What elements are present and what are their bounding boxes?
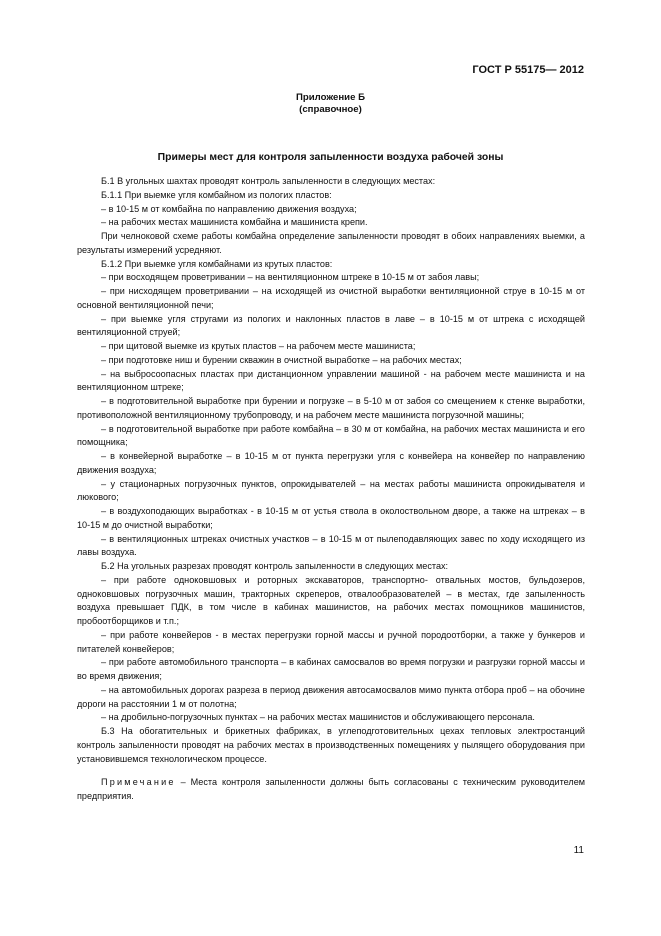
document-body — [77, 175, 585, 804]
appendix-title-block — [0, 92, 661, 115]
document-header: ГОСТ Р 55175— 2012 — [472, 64, 584, 76]
paragraph: – в 10-15 м от комбайна по направлению движения воздуха; — [101, 203, 357, 214]
paragraph: – при восходящем проветривании – на вентиляционном штреке в 10-15 м от забоя лавы; — [101, 272, 480, 283]
paragraph: – при работе автомобильного транспорта – в кабинах самосвалов во время погрузки и разгрузки горной массы и во время движения; — [77, 657, 585, 681]
appendix-subtitle: (справочное) — [299, 103, 362, 115]
paragraph: – при работе конвейеров - в местах перегрузки горной массы и ручной породоотборки, а также у бункеров и питателей конвейеров; — [77, 629, 585, 654]
paragraph: – на дробильно-погрузочных пунктах – на рабочих местах машинистов и обслуживающего персонала. — [101, 712, 535, 723]
paragraph: – на автомобильных дорогах разреза в период движения автосамосвалов мимо пункта отбора проб – на обочине дороги на расстоянии 1 м от полотна; — [77, 684, 585, 709]
paragraph: – при нисходящем проветривании – на исходящей из очистной выработки вентиляционной струе в 10-15 м от основной вентиляционной печи; — [77, 286, 585, 310]
paragraph: – при работе одноковшовых и роторных экскаваторов, транспортно- отвальных мостов, бульдозеров, одноковшовых погрузочных машин, тракторных скреперов, отвалообразователей – в местах, где запыленность воздуха превышает ПДК, в том числе в кабинах машинистов, на рабочих местах помощников машинистов, пробоотборщиков и т.п.; — [77, 574, 585, 626]
paragraph: – у стационарных погрузочных пунктов, опрокидывателей – на местах работы машиниста опрокидывателя и люкового; — [77, 478, 585, 503]
paragraph: Б.3 На обогатительных и брикетных фабриках, в углеподготовительных цехах тепловых электростанций контроль запыленности проводят на рабочих местах в производственных помещениях у пылящего оборудования при установившемся технологическом процессе. — [77, 726, 585, 764]
paragraph: Б.1.2 При выемке угля комбайнами из крутых пластов: — [101, 258, 333, 269]
paragraph: – на рабочих местах машиниста комбайна и машиниста крепи. — [101, 217, 368, 228]
page-number: 11 — [573, 845, 584, 856]
paragraph: Б.1 В угольных шахтах проводят контроль запыленности в следующих местах: — [101, 176, 436, 186]
paragraph: Б.2 На угольных разрезах проводят контроль запыленности в следующих местах: — [101, 561, 449, 571]
paragraph: – в воздухоподающих выработках - в 10-15 м от устья ствола в околоствольном дворе, а также на штреках – в 10-15 м до очистной выработки; — [77, 506, 585, 530]
paragraph: – при подготовке ниш и бурении скважин в очистной выработке – на рабочих местах; — [101, 354, 462, 365]
paragraph: – при выемке угля стругами из пологих и наклонных пластов в лаве – в 10-15 м от штрека с исходящей вентиляционной струей; — [77, 313, 585, 338]
note-text: – Места контроля запыленности должны быть согласованы с техническим руководителем предприятия. — [77, 777, 585, 801]
note-label: Примечание — [101, 777, 176, 788]
paragraph: Б.1.1 При выемке угля комбайном из пологих пластов: — [101, 189, 332, 200]
paragraph: – в подготовительной выработке при бурении и погрузке – в 5-10 м от забоя со смещением к стенке выработки, противоположной вентиляционному трубопроводу, и на рабочем месте машиниста погрузочной машины; — [77, 396, 585, 420]
appendix-title: Приложение Б — [296, 92, 365, 103]
paragraph: – при щитовой выемке из крутых пластов – на рабочем месте машиниста; — [101, 341, 416, 351]
section-heading: Примеры мест для контроля запыленности воздуха рабочей зоны — [157, 152, 504, 163]
note-paragraph — [77, 776, 585, 804]
paragraph: – в конвейерной выработке – в 10-15 м от пункта перегрузки угля с конвейера на конвейер по направлению движения воздуха; — [77, 451, 585, 475]
paragraph: – в подготовительной выработке при работе комбайна – в 30 м от комбайна, на рабочих местах машиниста и его помощника; — [77, 423, 585, 448]
paragraph: – на выбросоопасных пластах при дистанционном управлении машиной - на рабочем месте машиниста и на вентиляционном штреке; — [77, 368, 585, 393]
paragraph: При челноковой схеме работы комбайна определение запыленности проводят в обоих направлениях выемки, а результаты измерений усредняют. — [77, 231, 585, 255]
paragraph: – в вентиляционных штреках очистных участков – в 10-15 м от пылеподавляющих завес по ходу исходящего из лавы воздуха. — [77, 533, 585, 558]
